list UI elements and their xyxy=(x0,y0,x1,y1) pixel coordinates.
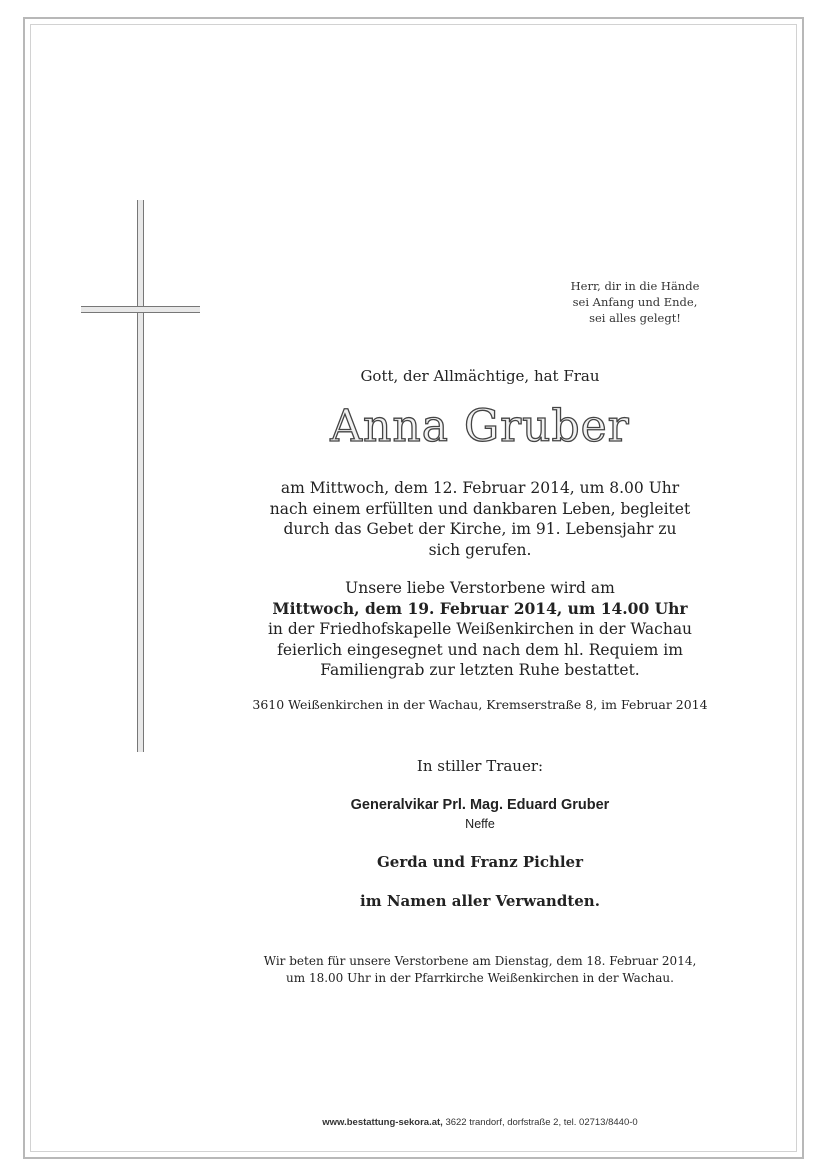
cross-joint xyxy=(138,307,143,312)
verse xyxy=(540,278,730,326)
intro-text: Gott, der Allmächtige, hat Frau xyxy=(360,367,600,385)
prayer-line: um 18.00 Uhr in der Pfarrkirche Weißenkirchen in der Wachau. xyxy=(286,971,674,985)
footer xyxy=(240,1117,720,1129)
prayer-line: Wir beten für unsere Verstorbene am Dienstag, dem 18. Februar 2014, xyxy=(263,954,697,968)
death-notice-line: durch das Gebet der Kirche, im 91. Lebensjahr zu xyxy=(283,520,677,538)
deceased-name: Anna Gruber xyxy=(330,401,630,452)
death-notice xyxy=(230,478,730,560)
mourning-heading: In stiller Trauer: xyxy=(416,757,544,775)
funeral-line: feierlich eingesegnet und nach dem hl. Requiem im xyxy=(277,640,683,659)
mourner-name: Generalvikar Prl. Mag. Eduard Gruber xyxy=(350,797,610,813)
death-notice-line: am Mittwoch, dem 12. Februar 2014, um 8.00 Uhr xyxy=(280,479,680,497)
cross-vertical-beam xyxy=(137,200,144,752)
mourner-name: Gerda und Franz Pichler xyxy=(376,853,584,871)
mourner-relation: Neffe xyxy=(465,817,495,831)
verse-line: sei alles gelegt! xyxy=(589,311,681,325)
funeral-date: Mittwoch, dem 19. Februar 2014, um 14.00 Uhr xyxy=(272,598,688,618)
footer-url: www.bestattung-sekora.at, xyxy=(322,1117,443,1128)
funeral-line: Unsere liebe Verstorbene wird am xyxy=(345,579,615,597)
footer-address: 3622 trandorf, dorfstraße 2, tel. 02713/8440-0 xyxy=(442,1117,638,1128)
mourner-name: im Namen aller Verwandten. xyxy=(360,892,600,910)
verse-line: Herr, dir in die Hände xyxy=(570,279,700,293)
place-and-date: 3610 Weißenkirchen in der Wachau, Kremserstraße 8, im Februar 2014 xyxy=(252,697,708,712)
death-notice-line: sich gerufen. xyxy=(428,540,532,559)
funeral-line: in der Friedhofskapelle Weißenkirchen in der Wachau xyxy=(267,620,693,638)
funeral-notice xyxy=(230,578,730,681)
funeral-line: Familiengrab zur letzten Ruhe bestattet. xyxy=(320,661,640,679)
verse-line: sei Anfang und Ende, xyxy=(572,295,698,309)
death-notice-line: nach einem erfüllten und dankbaren Leben, begleitet xyxy=(269,499,691,518)
prayer-notice xyxy=(230,953,730,987)
